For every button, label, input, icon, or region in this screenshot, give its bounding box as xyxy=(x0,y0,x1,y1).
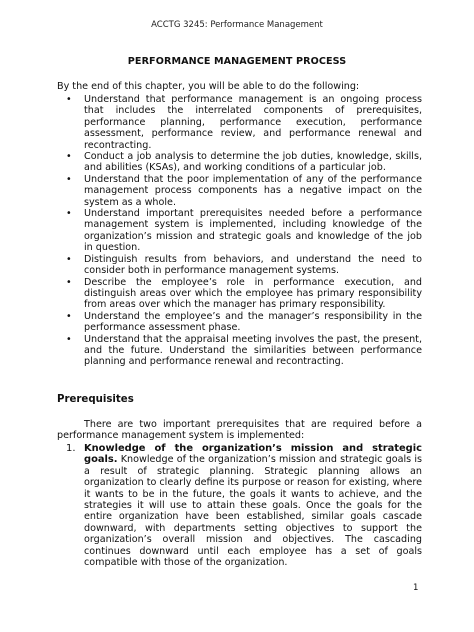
objective-text: Understand that the appraisal meeting involves the past, the present, and the future. Understand the similarities between performance planning and performance renewal and recontracting. xyxy=(84,333,422,368)
objective-item xyxy=(57,334,422,368)
prerequisite-item xyxy=(57,443,422,568)
objective-text: Understand that performance management is an ongoing process that includes the interrelated components of prerequisites, performance planning, performance execution, performance assessment, performance review, and performance renewal and recontracting. xyxy=(84,94,422,151)
document-title: PERFORMANCE MANAGEMENT PROCESS xyxy=(127,56,347,67)
objective-item xyxy=(57,254,422,277)
bullet-icon: • xyxy=(66,151,72,163)
objective-text: Conduct a job analysis to determine the job duties, knowledge, skills, and abilities (KSAs), and working conditions of a particular job. xyxy=(84,151,422,174)
objective-text: Understand important prerequisites needed before a performance management system is implemented, including knowledge of the organization’s mission and strategic goals and knowledge of the job in question. xyxy=(84,208,422,254)
objective-item xyxy=(57,208,422,254)
running-header: ACCTG 3245: Performance Management xyxy=(151,20,323,30)
bullet-icon: • xyxy=(66,276,72,288)
bullet-icon: • xyxy=(66,173,72,185)
prerequisite-title: Knowledge of the organization’s mission and strategic goals. xyxy=(84,443,422,466)
bullet-icon: • xyxy=(66,310,72,322)
section-heading-prerequisites: Prerequisites xyxy=(57,394,134,405)
prerequisite-body: Knowledge of the organization’s mission and strategic goals is a result of strategic planning. Strategic planning allows an organization to clearly define its purpose or reason for existing, where it wants to be in the future, the goals it wants to achieve, and the strategies it will use to attain these goals. Once the goals for the entire organization have been established, similar goals cascade downward, with departments setting objectives to support the organization’s overall mission and objectives. The cascading continues downward until each employee has a set of goals compatible with those of the organization. xyxy=(84,454,422,569)
bullet-icon: • xyxy=(66,253,72,265)
objective-item xyxy=(57,151,422,174)
bullet-icon: • xyxy=(66,333,72,345)
item-number: 1. xyxy=(66,443,76,454)
page-number: 1 xyxy=(413,583,419,593)
objective-text: Distinguish results from behaviors, and understand the need to consider both in performance management systems. xyxy=(84,253,422,277)
chapter-intro: By the end of this chapter, you will be able to do the following: xyxy=(57,81,360,92)
objective-text: Understand the employee’s and the manager’s responsibility in the performance assessment phase. xyxy=(84,310,422,334)
objective-item xyxy=(57,311,422,334)
objective-item xyxy=(57,94,422,151)
objectives-list xyxy=(57,94,422,368)
prerequisites-list xyxy=(57,443,422,568)
objective-item xyxy=(57,174,422,208)
objective-text: Understand that the poor implementation of any of the performance management process components has a negative impact on the system as a whole. xyxy=(84,173,422,208)
objective-text: Describe the employee’s role in performance execution, and distinguish areas over which the employee has primary responsibility from areas over which the manager has primary responsibility. xyxy=(84,276,422,311)
prerequisites-intro: There are two important prerequisites that are required before a performance management system is implemented: xyxy=(57,419,422,442)
objective-item xyxy=(57,277,422,311)
bullet-icon: • xyxy=(66,94,72,105)
bullet-icon: • xyxy=(66,208,72,220)
